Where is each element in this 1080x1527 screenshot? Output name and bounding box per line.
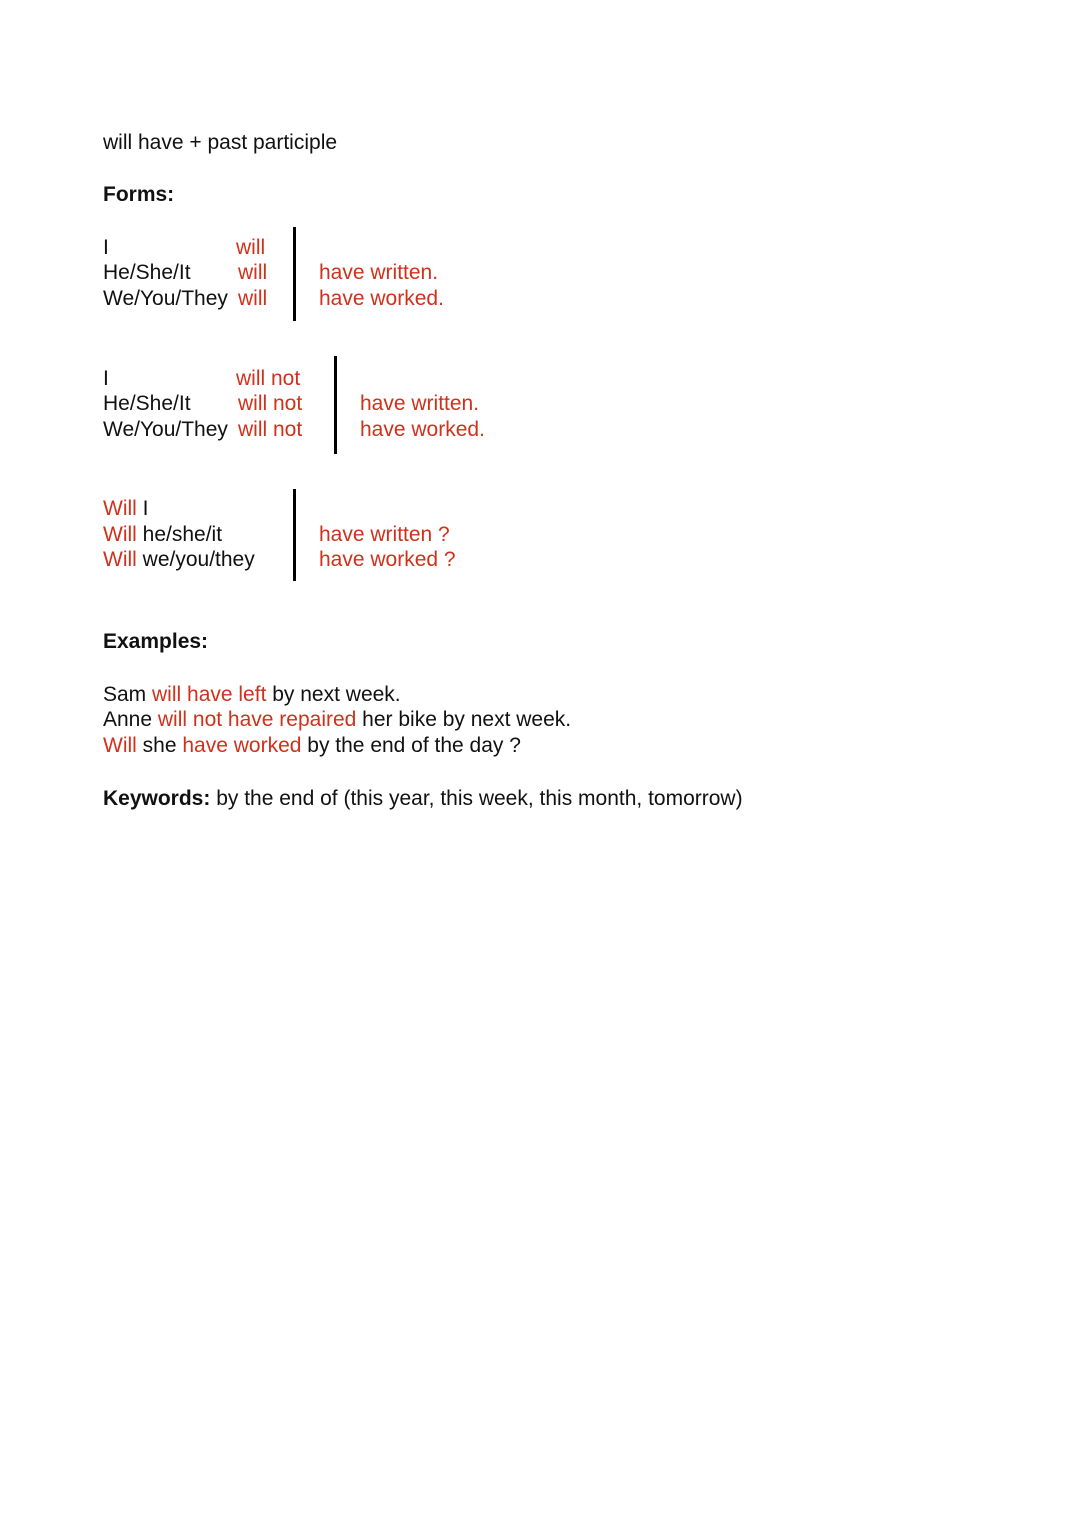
forms-heading: Forms: — [103, 183, 175, 206]
example-line — [103, 707, 571, 733]
example-highlight: have worked — [182, 734, 302, 757]
aux-will: will — [238, 287, 268, 310]
example-text: by the end of the day ? — [301, 734, 521, 757]
verb-have-worked: have worked. — [360, 418, 485, 441]
aux-will-not: will not — [236, 367, 301, 390]
example-text: by next week. — [266, 683, 401, 706]
example-line — [103, 733, 521, 759]
subject-we-you-they: We/You/They — [103, 287, 228, 310]
example-highlight: Will — [103, 734, 137, 757]
verb-have-written: have written. — [360, 392, 480, 415]
aux-will: will — [236, 236, 266, 259]
verb-have-written: have written ? — [319, 523, 450, 546]
subject-i: I — [142, 497, 149, 520]
subject-we-you-they: we/you/they — [142, 548, 255, 571]
aux-will-not: will not — [238, 392, 303, 415]
aux-will-not: will not — [238, 418, 303, 441]
aux-will: will — [238, 261, 268, 284]
divider-bar — [293, 489, 296, 581]
formula: will have + past participle — [103, 131, 338, 154]
subject-he-she-it: He/She/It — [103, 261, 191, 284]
keywords-line — [103, 786, 743, 812]
example-line — [103, 682, 401, 708]
keywords-text: by the end of (this year, this week, this month, tomorrow) — [210, 787, 743, 810]
example-text: her bike by next week. — [356, 708, 572, 731]
subject-he-she-it: he/she/it — [142, 523, 223, 546]
subject-i: I — [103, 367, 109, 390]
divider-bar — [293, 227, 296, 321]
question-line-1 — [103, 496, 149, 522]
divider-bar — [334, 356, 337, 454]
subject-he-she-it: He/She/It — [103, 392, 191, 415]
question-line-2 — [103, 522, 222, 548]
subject-we-you-they: We/You/They — [103, 418, 228, 441]
example-text: she — [136, 734, 183, 757]
question-line-3 — [103, 547, 255, 573]
example-text: Sam — [103, 683, 153, 706]
aux-will: Will — [103, 497, 137, 520]
verb-have-worked: have worked ? — [319, 548, 456, 571]
verb-have-written: have written. — [319, 261, 439, 284]
example-highlight: will have left — [152, 683, 267, 706]
examples-heading: Examples: — [103, 630, 209, 653]
example-highlight: will not have repaired — [157, 708, 357, 731]
verb-have-worked: have worked. — [319, 287, 444, 310]
example-text: Anne — [103, 708, 158, 731]
aux-will: Will — [103, 548, 137, 571]
subject-i: I — [103, 236, 109, 259]
keywords-label: Keywords: — [103, 787, 211, 810]
aux-will: Will — [103, 523, 137, 546]
